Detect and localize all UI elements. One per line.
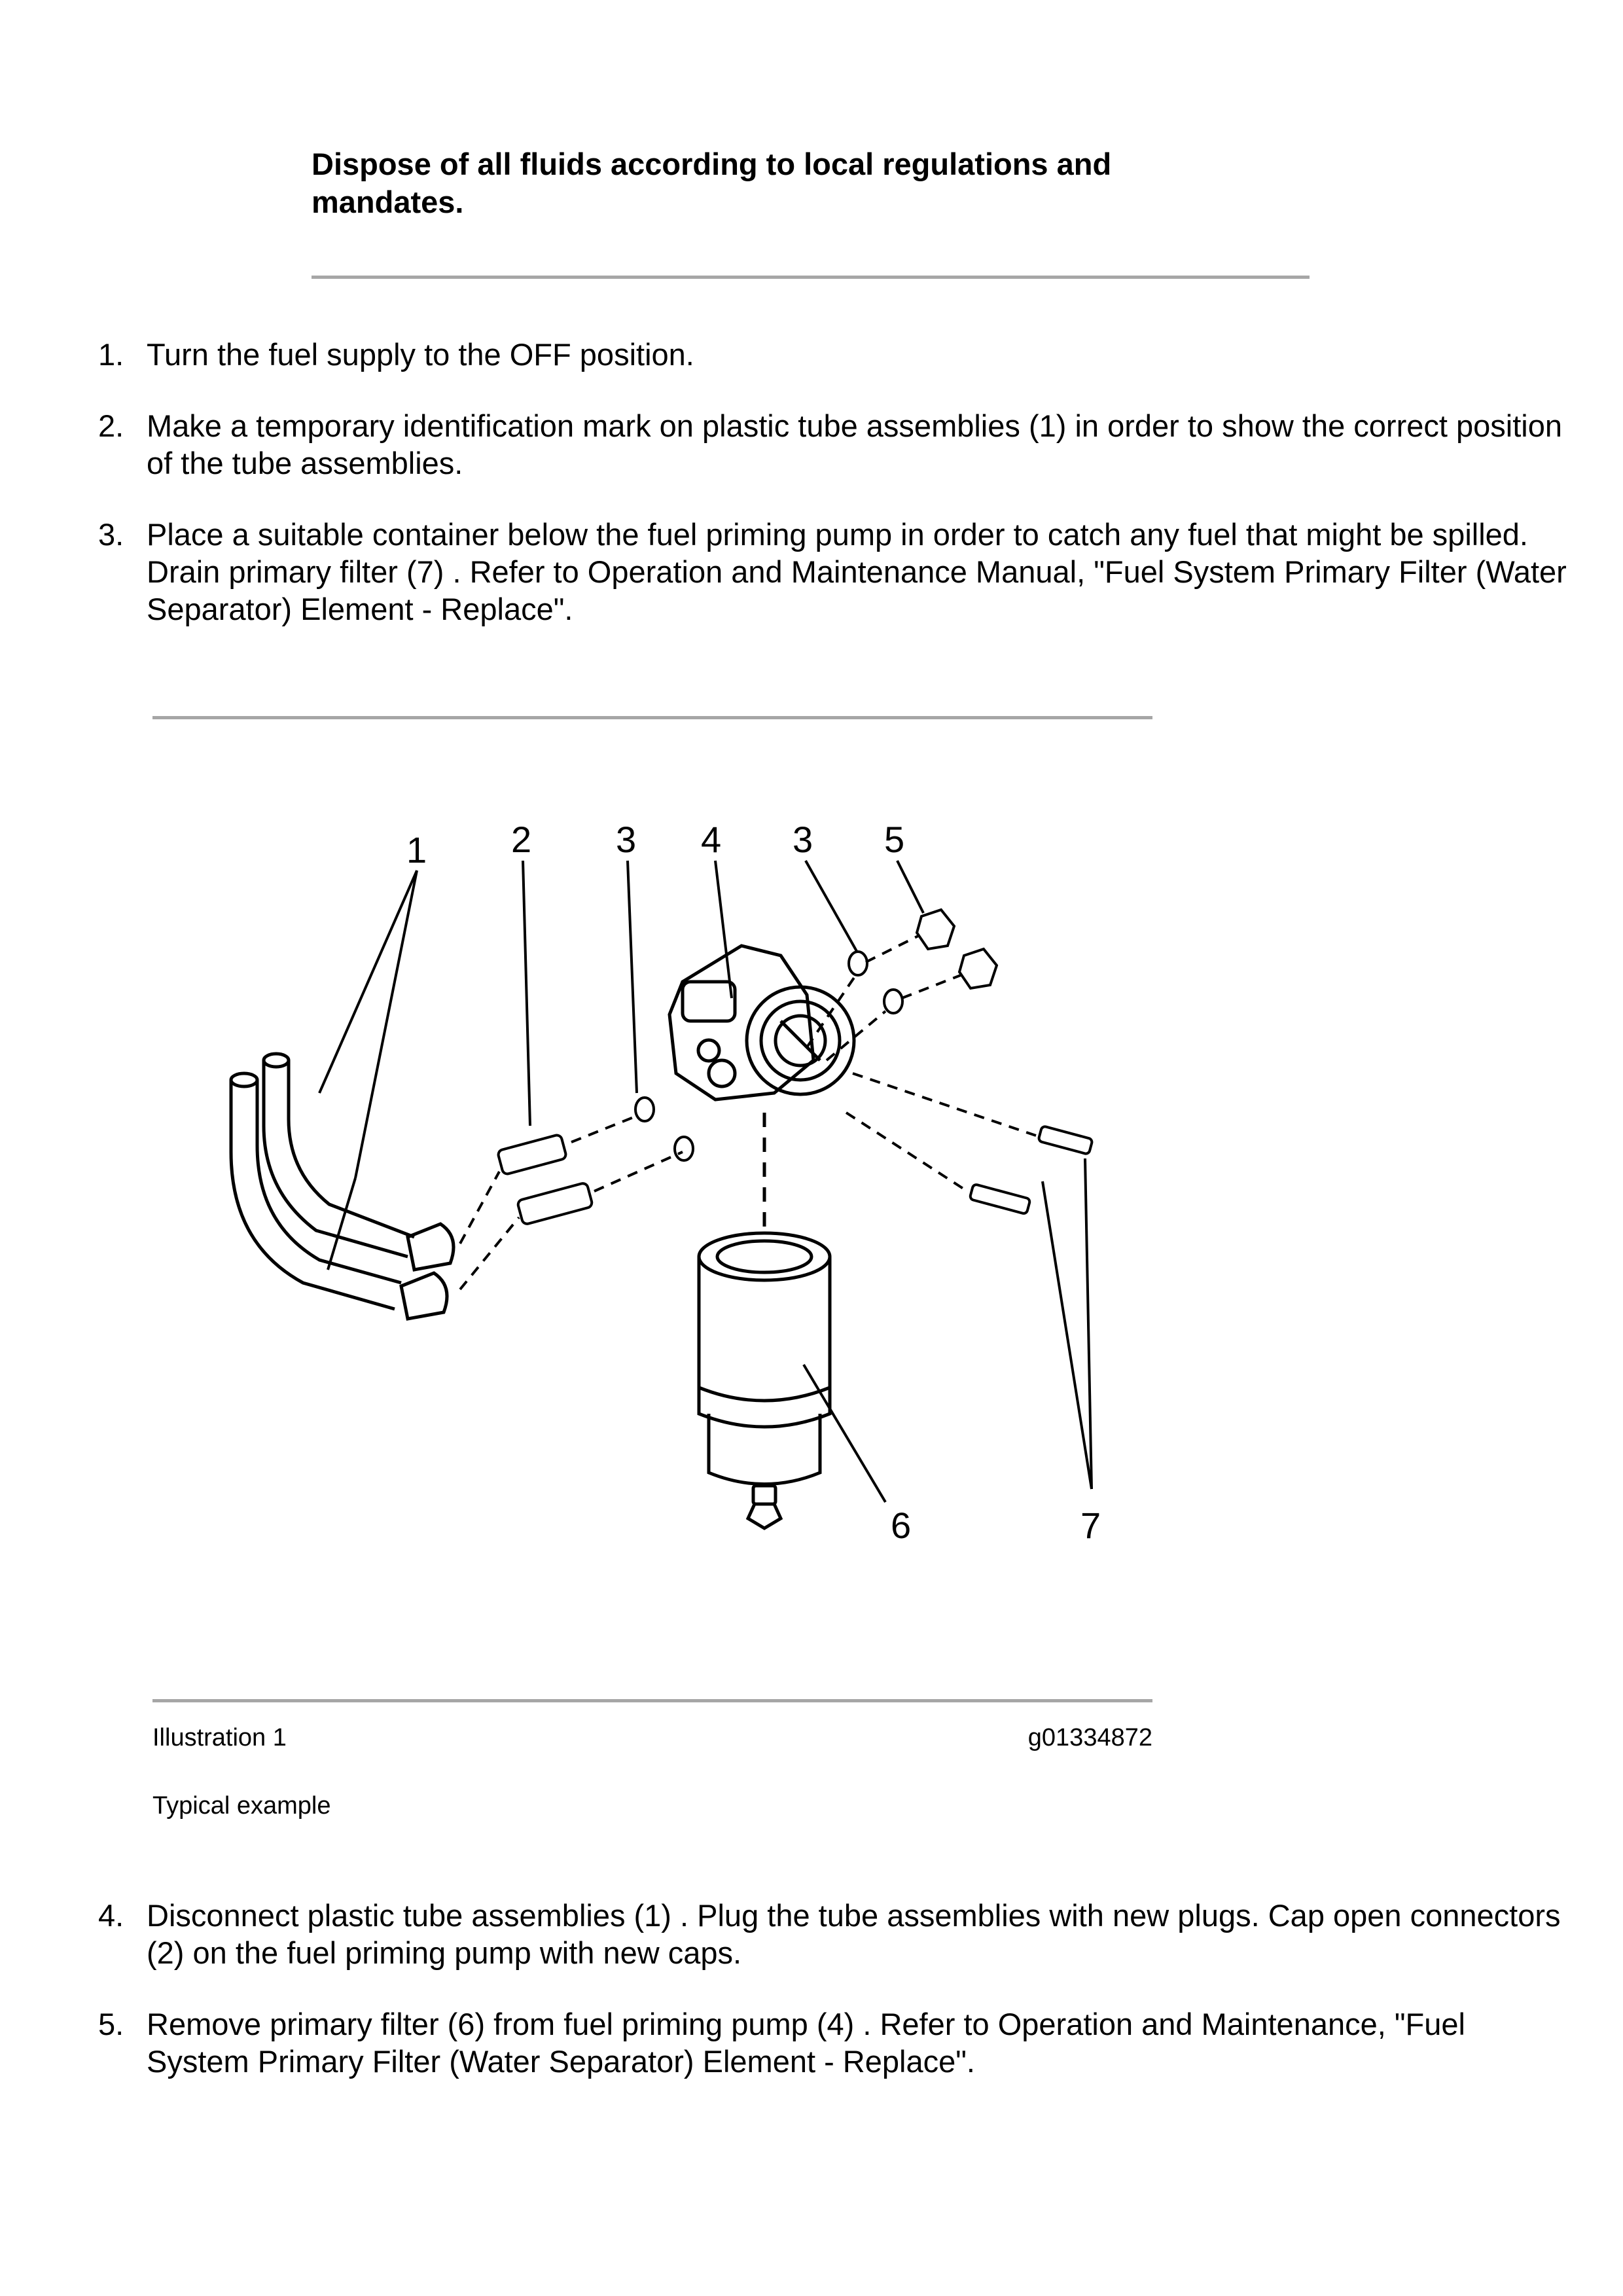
steps-list-after <box>98 1897 1571 2114</box>
step-item <box>98 407 1571 482</box>
callout-7: 7 <box>1080 1505 1101 1546</box>
plugs <box>807 910 997 1060</box>
callout-4: 4 <box>701 819 722 860</box>
callout-2: 2 <box>511 819 532 860</box>
step-number: 4. <box>98 1898 124 1933</box>
step-number: 1. <box>98 337 124 372</box>
step-number: 3. <box>98 517 124 552</box>
illustration-label: Illustration 1 <box>152 1724 287 1751</box>
illustration-id: g01334872 <box>1027 1724 1152 1751</box>
fuel-priming-pump <box>669 946 854 1100</box>
plastic-tube-assemblies <box>231 1054 454 1319</box>
step-text: Disconnect plastic tube assemblies (1) . Plug the tube assemblies with new plugs. Cap open connectors (2) on the fuel priming pump with new caps. <box>147 1898 1561 1970</box>
disposal-warning: Dispose of all fluids according to local regulations and mandates. <box>312 147 1112 219</box>
step-number: 2. <box>98 408 124 443</box>
step-item <box>98 2005 1571 2080</box>
leader-lines <box>319 861 1092 1502</box>
bolts <box>846 1073 1093 1214</box>
step-text: Remove primary filter (6) from fuel priming pump (4) . Refer to Operation and Maintenance, "Fuel System Primary Filter (Water Separator) Element - Replace". <box>147 2007 1465 2079</box>
step-item <box>98 336 1571 373</box>
figure-top-divider <box>152 716 1152 719</box>
step-text: Make a temporary identification mark on plastic tube assemblies (1) in order to show the correct position of the tube assemblies. <box>147 408 1562 480</box>
warning-divider <box>312 276 1310 279</box>
step-item <box>98 516 1571 628</box>
callout-3a: 3 <box>616 819 637 860</box>
step-number: 5. <box>98 2007 124 2041</box>
illustration-description: Typical example <box>152 1792 331 1820</box>
callout-3b: 3 <box>793 819 813 860</box>
steps-list-before <box>98 336 1571 662</box>
fuel-filter-exploded-illustration <box>152 785 1152 1689</box>
callout-6: 6 <box>891 1505 912 1546</box>
step-text: Turn the fuel supply to the OFF position. <box>147 337 694 372</box>
step-text: Place a suitable container below the fuel priming pump in order to catch any fuel that might be spilled. Drain primary filter (7) . Refer to Operation and Maintenance Manual, "Fuel System Primary Filter (Water Separator) Element - Replace". <box>147 517 1567 626</box>
callout-1: 1 <box>406 829 427 870</box>
figure-bottom-divider <box>152 1699 1152 1702</box>
connectors <box>460 1116 683 1289</box>
step-item <box>98 1897 1571 1971</box>
primary-filter <box>699 1113 830 1528</box>
callout-5: 5 <box>884 819 905 860</box>
